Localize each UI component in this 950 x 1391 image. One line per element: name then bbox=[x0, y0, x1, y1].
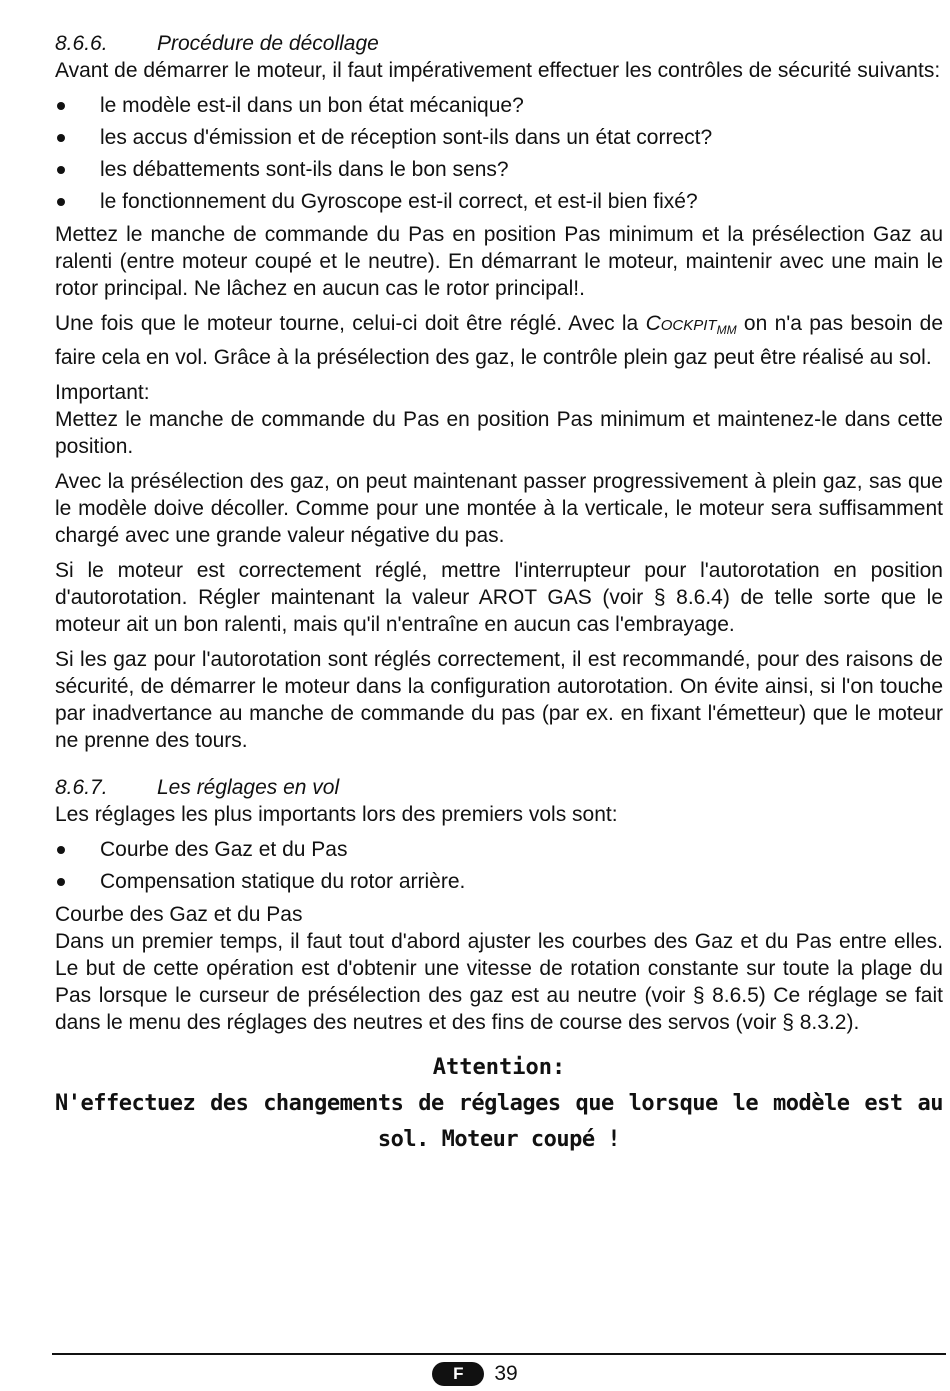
brand-name: Cockpit bbox=[645, 312, 717, 335]
bullet-icon bbox=[57, 198, 65, 206]
section-title: Les réglages en vol bbox=[157, 776, 340, 799]
section-heading bbox=[55, 774, 943, 801]
important-label: Important: bbox=[55, 381, 150, 404]
list-item: le fonctionnement du Gyroscope est-il correct, et est-il bien fixé? bbox=[55, 188, 943, 215]
language-badge: F bbox=[432, 1362, 484, 1386]
page-number: 39 bbox=[494, 1362, 518, 1385]
footer-divider bbox=[52, 1353, 946, 1355]
list-item: Courbe des Gaz et du Pas bbox=[55, 836, 943, 863]
intro-paragraph: Les réglages les plus importants lors des premiers vols sont: bbox=[55, 803, 618, 826]
document-page bbox=[55, 30, 943, 1158]
intro-paragraph: Avant de démarrer le moteur, il faut impérativement effectuer les contrôles de sécurité suivants: bbox=[55, 59, 941, 82]
attention-label: Attention: bbox=[432, 1055, 566, 1080]
settings-list bbox=[55, 836, 943, 895]
list-item: les accus d'émission et de réception sont-ils dans un état correct? bbox=[55, 124, 943, 151]
list-item: les débattements sont-ils dans le bon sens? bbox=[55, 156, 943, 183]
page-footer bbox=[0, 1362, 950, 1386]
bullet-icon bbox=[57, 102, 65, 110]
paragraph: Dans un premier temps, il faut tout d'abord ajuster les courbes des Gaz et du Pas entre elles. Le but de cette opération est d'obtenir une vitesse de rotation constante sur toute la plage du Pas lorsque le curseur de présélection des gaz est au neutre (voir § 8.6.5) Ce réglage se fait dans le menu des réglages des neutres et des fins de course des servos (voir § 8.3.2). bbox=[55, 930, 943, 1034]
section-heading bbox=[55, 30, 943, 57]
bullet-icon bbox=[57, 846, 65, 854]
subheading: Courbe des Gaz et du Pas bbox=[55, 903, 303, 926]
section-number: 8.6.6. bbox=[55, 32, 108, 55]
brand-subscript: MM bbox=[716, 323, 737, 337]
list-item: le modèle est-il dans un bon état mécanique? bbox=[55, 92, 943, 119]
safety-checklist bbox=[55, 92, 943, 215]
section-number: 8.6.7. bbox=[55, 776, 108, 799]
bullet-icon bbox=[57, 878, 65, 886]
paragraph: Mettez le manche de commande du Pas en position Pas minimum et la présélection Gaz au ralenti (entre moteur coupé et le neutre). En démarrant le moteur, maintenir avec une main le rotor principal. Ne lâchez en aucun cas le rotor principal!. bbox=[55, 223, 943, 300]
list-item: Compensation statique du rotor arrière. bbox=[55, 868, 943, 895]
section-title: Procédure de décollage bbox=[157, 32, 379, 55]
important-paragraph: Mettez le manche de commande du Pas en position Pas minimum et maintenez-le dans cette position. bbox=[55, 408, 943, 458]
bullet-icon bbox=[57, 166, 65, 174]
paragraph-cockpit: Une fois que le moteur tourne, celui-ci doit être réglé. Avec la Cockpit$_{MM}$ on n'a pas besoin de faire cela en vol. Grâce à la présélection des gaz, le contrôle plein gaz peut être réalisé au sol. bbox=[55, 312, 943, 369]
paragraph: Avec la présélection des gaz, on peut maintenant passer progressivement à plein gaz, sas que le modèle doive décoller. Comme pour une montée à la verticale, le moteur sera suffisamment chargé avec une grande valeur négative du pas. bbox=[55, 470, 943, 547]
paragraph: Si le moteur est correctement réglé, mettre l'interrupteur pour l'autorotation en position d'autorotation. Régler maintenant la valeur AROT GAS (voir § 8.6.4) de telle sorte que le moteur ait un bon ralenti, mais qu'il n'entraîne en aucun cas l'embrayage. bbox=[55, 559, 943, 636]
attention-warning: N'effectuez des changements de réglages que lorsque le modèle est au sol. Moteur coupé ! bbox=[55, 1091, 943, 1152]
bullet-icon bbox=[57, 134, 65, 142]
paragraph: Si les gaz pour l'autorotation sont réglés correctement, il est recommandé, pour des raisons de sécurité, de démarrer le moteur dans la configuration autorotation. On évite ainsi, si l'on touche par inadvertance au manche de commande du pas (par ex. en fixant l'émetteur) que le moteur ne prenne des tours. bbox=[55, 648, 943, 752]
